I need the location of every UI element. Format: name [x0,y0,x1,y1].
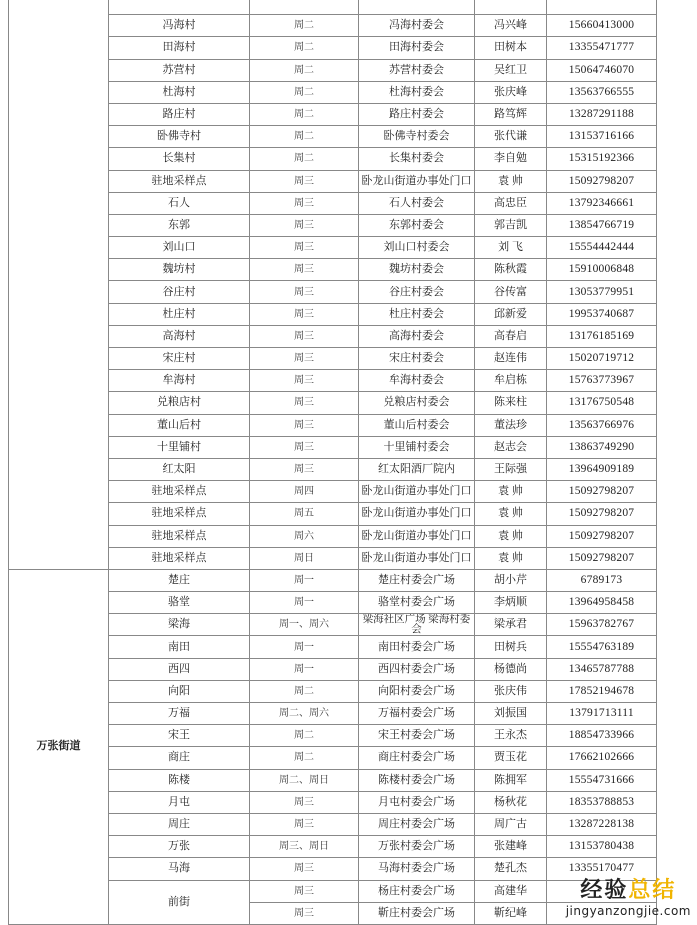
contact-cell: 王永杰 [475,725,547,747]
phone-cell: 13287291188 [547,103,657,125]
village-cell: 冯海村 [109,15,250,37]
phone-cell: 13792346661 [547,192,657,214]
village-cell: 西四 [109,658,250,680]
village-cell: 商庄 [109,747,250,769]
contact-cell: 冯兴峰 [475,15,547,37]
day-cell: 周二 [250,59,359,81]
contact-cell: 谷传富 [475,281,547,303]
day-cell: 周三 [250,348,359,370]
site-cell: 东郭村委会 [359,214,475,236]
contact-cell: 张代谦 [475,126,547,148]
phone-cell: 15092798207 [547,170,657,192]
phone-cell: 15963782767 [547,614,657,636]
contact-cell: 吴红卫 [475,59,547,81]
village-cell: 牟海村 [109,370,250,392]
phone-cell: 17852194678 [547,680,657,702]
site-cell: 魏坊村委会 [359,259,475,281]
site-cell: 马海村委会广场 [359,858,475,880]
phone-cell: 13287228138 [547,813,657,835]
site-cell: 长集村委会 [359,148,475,170]
day-cell: 周一 [250,658,359,680]
site-cell: 万福村委会广场 [359,703,475,725]
village-cell: 驻地采样点 [109,503,250,525]
village-cell: 长集村 [109,148,250,170]
contact-cell: 董法珍 [475,414,547,436]
contact-cell: 高春启 [475,325,547,347]
village-cell: 楚庄 [109,569,250,591]
village-cell: 月屯 [109,791,250,813]
site-cell: 靳庄村委会广场 [359,902,475,924]
site-cell: 万张村委会广场 [359,836,475,858]
day-cell: 周日 [250,547,359,569]
phone-cell: 15554763189 [547,636,657,658]
day-cell: 周二 [250,37,359,59]
phone-cell: 13153716166 [547,126,657,148]
day-cell: 周三 [250,325,359,347]
contact-cell: 郭吉凯 [475,214,547,236]
village-cell: 前街 [109,880,250,924]
village-cell: 杜海村 [109,81,250,103]
phone-cell: 13854766719 [547,214,657,236]
contact-cell: 陈来柱 [475,392,547,414]
day-cell: 周一 [250,592,359,614]
village-cell: 田海村 [109,37,250,59]
day-cell: 周三 [250,214,359,236]
site-cell [359,0,475,15]
watermark-logo [566,873,691,918]
contact-cell: 刘振国 [475,703,547,725]
site-cell: 苏营村委会 [359,59,475,81]
site-cell: 南田村委会广场 [359,636,475,658]
village-cell: 骆堂 [109,592,250,614]
phone-cell: 13964958458 [547,592,657,614]
day-cell: 周三 [250,813,359,835]
day-cell: 周二 [250,15,359,37]
phone-cell: 15910006848 [547,259,657,281]
day-cell: 周三 [250,370,359,392]
village-cell: 向阳 [109,680,250,702]
contact-cell: 陈秋霞 [475,259,547,281]
day-cell: 周二、周日 [250,769,359,791]
village-cell: 梁海 [109,614,250,636]
phone-cell: 19953740687 [547,303,657,325]
phone-cell: 13964909189 [547,458,657,480]
phone-cell: 15763773967 [547,370,657,392]
phone-cell [547,0,657,15]
contact-cell: 袁 帅 [475,503,547,525]
site-cell: 骆堂村委会广场 [359,592,475,614]
site-cell: 杜海村委会 [359,81,475,103]
site-cell: 董山后村委会 [359,414,475,436]
village-cell: 石人 [109,192,250,214]
contact-cell: 邱新爱 [475,303,547,325]
site-cell: 牟海村委会 [359,370,475,392]
contact-cell: 田树兵 [475,636,547,658]
village-cell: 东郭 [109,214,250,236]
village-cell: 十里铺村 [109,436,250,458]
phone-cell: 15092798207 [547,525,657,547]
day-cell: 周三 [250,281,359,303]
village-cell: 红太阳 [109,458,250,480]
village-cell: 万张 [109,836,250,858]
day-cell: 周三、周日 [250,836,359,858]
day-cell: 周二 [250,680,359,702]
phone-cell: 15020719712 [547,348,657,370]
village-cell: 卧佛寺村 [109,126,250,148]
table-row [9,569,657,591]
day-cell: 周三 [250,259,359,281]
contact-cell: 张庆伟 [475,680,547,702]
watermark-url: jingyanzongjie.com [565,904,691,918]
phone-cell: 15315192366 [547,148,657,170]
day-cell: 周三 [250,192,359,214]
contact-cell: 周广古 [475,813,547,835]
village-cell: 驻地采样点 [109,481,250,503]
contact-cell: 张庆峰 [475,81,547,103]
phone-cell: 13176185169 [547,325,657,347]
day-cell: 周三 [250,170,359,192]
day-cell: 周三 [250,858,359,880]
village-cell: 刘山口 [109,237,250,259]
village-cell: 周庄 [109,813,250,835]
site-cell: 卧龙山街道办事处门口 [359,170,475,192]
phone-cell: 17662102666 [547,747,657,769]
site-cell: 周庄村委会广场 [359,813,475,835]
day-cell: 周一、周六 [250,614,359,636]
phone-cell: 15660413000 [547,15,657,37]
village-cell: 驻地采样点 [109,170,250,192]
phone-cell: 13153780438 [547,836,657,858]
contact-cell: 杨秋花 [475,791,547,813]
contact-cell: 牟启栋 [475,370,547,392]
contact-cell: 路笃辉 [475,103,547,125]
village-cell [109,0,250,15]
day-cell: 周五 [250,503,359,525]
day-cell: 周三 [250,392,359,414]
day-cell: 周二 [250,747,359,769]
site-cell: 卧龙山街道办事处门口 [359,503,475,525]
site-cell: 杨庄村委会广场 [359,880,475,902]
contact-cell: 楚孔杰 [475,858,547,880]
watermark-brand-a: 经验 [580,878,629,903]
village-cell: 万福 [109,703,250,725]
day-cell: 周二、周六 [250,703,359,725]
day-cell: 周二 [250,126,359,148]
site-cell: 路庄村委会 [359,103,475,125]
site-cell: 梁海社区广场 梁海村委会 [359,614,475,636]
contact-cell: 胡小芹 [475,569,547,591]
village-cell: 谷庄村 [109,281,250,303]
phone-cell: 13355471777 [547,37,657,59]
site-cell: 向阳村委会广场 [359,680,475,702]
day-cell: 周二 [250,148,359,170]
phone-cell: 15554731666 [547,769,657,791]
contact-cell: 赵志会 [475,436,547,458]
contact-cell: 刘 飞 [475,237,547,259]
contact-cell: 田树本 [475,37,547,59]
contact-cell: 贾玉花 [475,747,547,769]
day-cell: 周二 [250,81,359,103]
contact-cell: 赵连伟 [475,348,547,370]
site-cell: 卧佛寺村委会 [359,126,475,148]
site-cell: 西四村委会广场 [359,658,475,680]
day-cell: 周一 [250,636,359,658]
village-cell: 陈楼 [109,769,250,791]
site-cell: 楚庄村委会广场 [359,569,475,591]
phone-cell: 15092798207 [547,503,657,525]
day-cell: 周三 [250,791,359,813]
day-cell: 周二 [250,725,359,747]
day-cell: 周三 [250,880,359,902]
phone-cell: 18854733966 [547,725,657,747]
phone-cell: 15092798207 [547,481,657,503]
phone-cell: 13563766555 [547,81,657,103]
village-cell: 驻地采样点 [109,547,250,569]
site-cell: 卧龙山街道办事处门口 [359,525,475,547]
district-cell [9,0,109,569]
site-cell: 十里铺村委会 [359,436,475,458]
contact-cell: 高忠臣 [475,192,547,214]
day-cell: 周三 [250,458,359,480]
contact-cell: 高建华 [475,880,547,902]
contact-cell: 袁 帅 [475,547,547,569]
day-cell: 周三 [250,303,359,325]
phone-cell: 15554442444 [547,237,657,259]
village-cell: 魏坊村 [109,259,250,281]
site-cell: 红太阳酒厂院内 [359,458,475,480]
phone-cell: 13863749290 [547,436,657,458]
phone-cell: 15064746070 [547,59,657,81]
phone-cell: 13791713111 [547,703,657,725]
site-cell: 宋王村委会广场 [359,725,475,747]
village-cell: 马海 [109,858,250,880]
site-cell: 杜庄村委会 [359,303,475,325]
village-cell: 宋王 [109,725,250,747]
table-row [9,0,657,15]
phone-cell: 13465787788 [547,658,657,680]
village-cell: 宋庄村 [109,348,250,370]
site-cell: 冯海村委会 [359,15,475,37]
watermark-brand-b: 总结 [628,878,677,903]
site-cell: 卧龙山街道办事处门口 [359,481,475,503]
day-cell: 周二 [250,103,359,125]
day-cell: 周六 [250,525,359,547]
phone-cell: 13355170477 [547,858,657,880]
contact-cell: 王际强 [475,458,547,480]
site-cell: 卧龙山街道办事处门口 [359,547,475,569]
site-cell: 刘山口村委会 [359,237,475,259]
day-cell: 周一 [250,569,359,591]
village-cell: 高海村 [109,325,250,347]
day-cell: 周三 [250,237,359,259]
contact-cell: 李炳顺 [475,592,547,614]
day-cell: 周三 [250,436,359,458]
sampling-schedule-table [8,0,657,925]
contact-cell: 袁 帅 [475,481,547,503]
contact-cell: 杨德尚 [475,658,547,680]
village-cell: 杜庄村 [109,303,250,325]
village-cell: 驻地采样点 [109,525,250,547]
site-cell: 高海村委会 [359,325,475,347]
site-cell: 陈楼村委会广场 [359,769,475,791]
contact-cell: 袁 帅 [475,170,547,192]
contact-cell: 袁 帅 [475,525,547,547]
phone-cell: 13563766976 [547,414,657,436]
contact-cell [475,0,547,15]
day-cell: 周三 [250,414,359,436]
contact-cell: 梁承君 [475,614,547,636]
phone-cell: 15092798207 [547,547,657,569]
village-cell: 路庄村 [109,103,250,125]
district-cell: 万张街道 [9,569,109,924]
phone-cell: 13053779951 [547,281,657,303]
site-cell: 商庄村委会广场 [359,747,475,769]
contact-cell: 李自勉 [475,148,547,170]
contact-cell: 靳纪峰 [475,902,547,924]
site-cell: 月屯村委会广场 [359,791,475,813]
village-cell: 兑粮店村 [109,392,250,414]
site-cell: 兑粮店村委会 [359,392,475,414]
phone-cell: 6789173 [547,569,657,591]
day-cell: 周四 [250,481,359,503]
site-cell: 宋庄村委会 [359,348,475,370]
site-cell: 石人村委会 [359,192,475,214]
village-cell: 南田 [109,636,250,658]
day-cell: 周三 [250,902,359,924]
contact-cell: 张建峰 [475,836,547,858]
site-cell: 田海村委会 [359,37,475,59]
village-cell: 董山后村 [109,414,250,436]
phone-cell: 13176750548 [547,392,657,414]
site-cell: 谷庄村委会 [359,281,475,303]
phone-cell: 18353788853 [547,791,657,813]
contact-cell: 陈拥军 [475,769,547,791]
day-cell [250,0,359,15]
village-cell: 苏营村 [109,59,250,81]
